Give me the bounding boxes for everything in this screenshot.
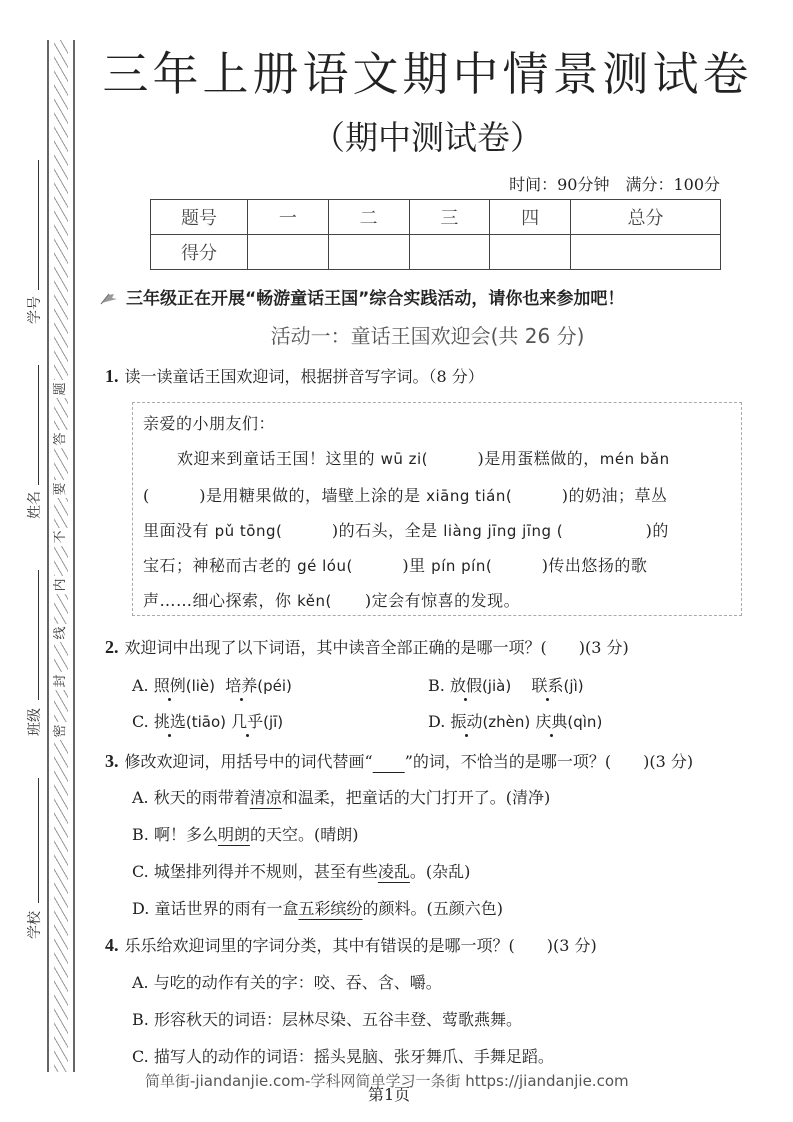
option-label: C.: [132, 712, 149, 731]
question-text[interactable]: 乐乐给欢迎词里的字词分类，其中有错误的是哪一项？( )(3 分): [124, 936, 597, 955]
score-cell: 一: [248, 200, 329, 235]
question-number: 2.: [105, 637, 119, 657]
score-input-cell[interactable]: [409, 235, 490, 270]
option-label: C.: [132, 862, 149, 881]
question-number: 3.: [105, 751, 119, 771]
pinyin: (zhèn): [482, 713, 531, 731]
pinyin: (tiāo): [185, 713, 226, 731]
score-cell: 二: [328, 200, 409, 235]
pinyin-menban: mén bǎn: [599, 450, 670, 468]
letter-text: 里面没有: [143, 521, 215, 540]
answer-blank[interactable]: ( )是用糖果做的，墙壁上涂的是: [143, 486, 427, 505]
question-text: 读一读童话王国欢迎词，根据拼音写字词。（8 分）: [124, 367, 484, 386]
score-table-score-row: [151, 235, 721, 270]
option-label: A.: [132, 788, 149, 807]
letter-text: 宝石；神秘而古老的: [143, 556, 298, 575]
letter-line: [143, 553, 647, 576]
option-a[interactable]: [132, 673, 292, 696]
page-title: 三年上册语文期中情景测试卷: [102, 47, 753, 101]
name-label: 姓名: [27, 491, 43, 519]
score-input-cell[interactable]: [248, 235, 329, 270]
pinyin-putong: pǔ tōng(: [214, 522, 283, 540]
option-text: 城堡排列得并不规则，甚至有些: [153, 862, 378, 881]
score-cell: 题号: [151, 200, 248, 235]
score-input-cell[interactable]: [571, 235, 721, 270]
option-c[interactable]: [132, 1044, 554, 1067]
option-c[interactable]: [132, 859, 470, 882]
pinyin: (liè): [185, 677, 216, 695]
intro-line: [100, 284, 624, 309]
word: 振动: [450, 712, 483, 731]
option-text: 形容秋天的词语：层林尽染、五谷丰登、莺歌燕舞。: [153, 1010, 522, 1029]
binding-line-right: [73, 40, 75, 1072]
option-b[interactable]: [132, 822, 358, 845]
class-line[interactable]: [38, 570, 39, 700]
pinyin-wuzi: wū zi(: [380, 450, 429, 468]
option-a[interactable]: [132, 970, 442, 993]
page-number: 第1页: [368, 1085, 411, 1104]
word: 庆典: [535, 712, 568, 731]
option-d[interactable]: [428, 709, 602, 732]
question-text: 修改欢迎词，用括号中的词代替画“: [124, 752, 373, 771]
seal-word: 要: [52, 480, 70, 498]
option-label: B.: [132, 825, 149, 844]
word: 几乎: [231, 712, 264, 731]
binding-hatch: [54, 40, 68, 1072]
question-1: [105, 364, 484, 387]
name-line[interactable]: [38, 365, 39, 485]
answer-blank[interactable]: )是用蛋糕做的，: [428, 449, 600, 468]
pinyin: (péi): [257, 677, 292, 695]
question-number: 4.: [105, 935, 119, 955]
option-text: 和温柔，把童话的大门打开了。(清净): [281, 788, 551, 807]
option-d[interactable]: [132, 896, 503, 919]
underlined-word: 明朗: [217, 825, 250, 844]
student-id-label: 学号: [27, 296, 43, 324]
question-text[interactable]: ”的词，不恰当的是哪一项？( )(3 分): [404, 752, 694, 771]
option-label: B.: [428, 676, 445, 695]
letter-greeting: 亲爱的小朋友们：: [143, 414, 276, 433]
pinyin: (jià): [481, 677, 512, 695]
option-b[interactable]: [132, 1007, 522, 1030]
welcome-letter-box: [132, 402, 742, 616]
flag-icon: [100, 291, 120, 305]
activity-title: 活动一：童话王国欢迎会(共 26 分): [270, 324, 585, 348]
pinyin-gelou: gé lóu(: [297, 557, 353, 575]
seal-word: 封: [52, 672, 70, 690]
word: 照例: [153, 676, 186, 695]
option-label: B.: [132, 1010, 149, 1029]
score-input-cell[interactable]: [490, 235, 571, 270]
word: 培养: [225, 676, 258, 695]
time-info: 时间：90分钟 满分：100分: [509, 175, 720, 194]
pinyin-ken: kěn(: [297, 592, 332, 610]
page-subtitle: （期中测试卷）: [312, 118, 543, 157]
pinyin: (jì): [563, 677, 584, 695]
answer-blank[interactable]: )的石头，全是: [282, 521, 444, 540]
word: 放假: [449, 676, 482, 695]
question-number: 1.: [105, 366, 119, 386]
option-a[interactable]: [132, 785, 550, 808]
option-label: C.: [132, 1047, 149, 1066]
score-table: [150, 199, 721, 270]
pinyin: (jī): [263, 713, 284, 731]
pinyin-xiangtian: xiāng tián(: [426, 487, 513, 505]
letter-line: [143, 518, 669, 541]
school-line[interactable]: [38, 778, 39, 903]
option-label: A.: [132, 973, 149, 992]
seal-word: 题: [52, 380, 70, 398]
word: 联系: [531, 676, 564, 695]
score-cell: 四: [490, 200, 571, 235]
letter-line: [143, 588, 520, 611]
letter-text: 声……细心探索，你: [143, 591, 298, 610]
seal-word: 答: [52, 430, 70, 448]
letter-line: [143, 483, 667, 506]
option-text: 描写人的动作的词语：摇头晃脑、张牙舞爪、手舞足蹈。: [153, 1047, 554, 1066]
pinyin-liangjingjing: liàng jīng jīng (: [443, 522, 564, 540]
option-text: 与吃的动作有关的字：咬、吞、含、嚼。: [153, 973, 442, 992]
seal-word: 线: [52, 624, 70, 642]
watermark: 简单街-jiandanjie.com-学科网简单学习一条街 https://jiandanjie.com: [145, 1072, 629, 1090]
option-text: 的天空。(晴朗): [249, 825, 359, 844]
intro-text: 三年级正在开展“畅游童话王国”综合实践活动，请你也来参加吧！: [126, 289, 625, 309]
school-label: 学校: [27, 911, 43, 939]
option-text: 。(杂乱): [409, 862, 471, 881]
option-text: 啊！多么: [153, 825, 218, 844]
option-text: 的颜料。(五颜六色): [362, 899, 503, 918]
option-c[interactable]: [132, 709, 283, 732]
word: 挑选: [153, 712, 186, 731]
answer-blank[interactable]: )传出悠扬的歌: [492, 556, 648, 575]
answer-blank[interactable]: )的奶油；草丛: [512, 486, 668, 505]
student-id-line[interactable]: [38, 160, 39, 290]
pinyin-pinpin: pín pín(: [431, 557, 493, 575]
score-cell: 三: [409, 200, 490, 235]
score-cell: 总分: [571, 200, 721, 235]
letter-line: [177, 446, 670, 469]
underlined-word: 五彩缤纷: [298, 899, 363, 918]
underlined-word: 清凉: [249, 788, 282, 807]
score-input-cell[interactable]: [328, 235, 409, 270]
answer-blank[interactable]: )定会有惊喜的发现。: [331, 591, 521, 610]
seal-word: 内: [52, 576, 70, 594]
seal-word: 密: [52, 722, 70, 740]
answer-blank[interactable]: )的: [563, 521, 669, 540]
letter-text: 欢迎来到童话王国！这里的: [177, 449, 381, 468]
question-text[interactable]: 欢迎词中出现了以下词语，其中读音全部正确的是哪一项？( )(3 分): [124, 638, 629, 657]
option-text: 秋天的雨带着: [153, 788, 250, 807]
option-text: 童话世界的雨有一盒: [154, 899, 299, 918]
seal-word: 不: [52, 528, 70, 546]
pinyin: (qìn): [567, 713, 603, 731]
question-4: [105, 933, 597, 956]
score-cell: 得分: [151, 235, 248, 270]
binding-line-left: [47, 40, 49, 1072]
underline-sample: [373, 752, 405, 771]
class-label: 班级: [27, 708, 43, 736]
score-table-header-row: [151, 200, 721, 235]
option-b[interactable]: [428, 673, 584, 696]
option-label: A.: [132, 676, 149, 695]
answer-blank[interactable]: )里: [352, 556, 432, 575]
question-2: [105, 635, 629, 658]
underlined-word: 凌乱: [377, 862, 410, 881]
question-3: [105, 749, 693, 772]
option-label: D.: [132, 899, 150, 918]
option-label: D.: [428, 712, 446, 731]
